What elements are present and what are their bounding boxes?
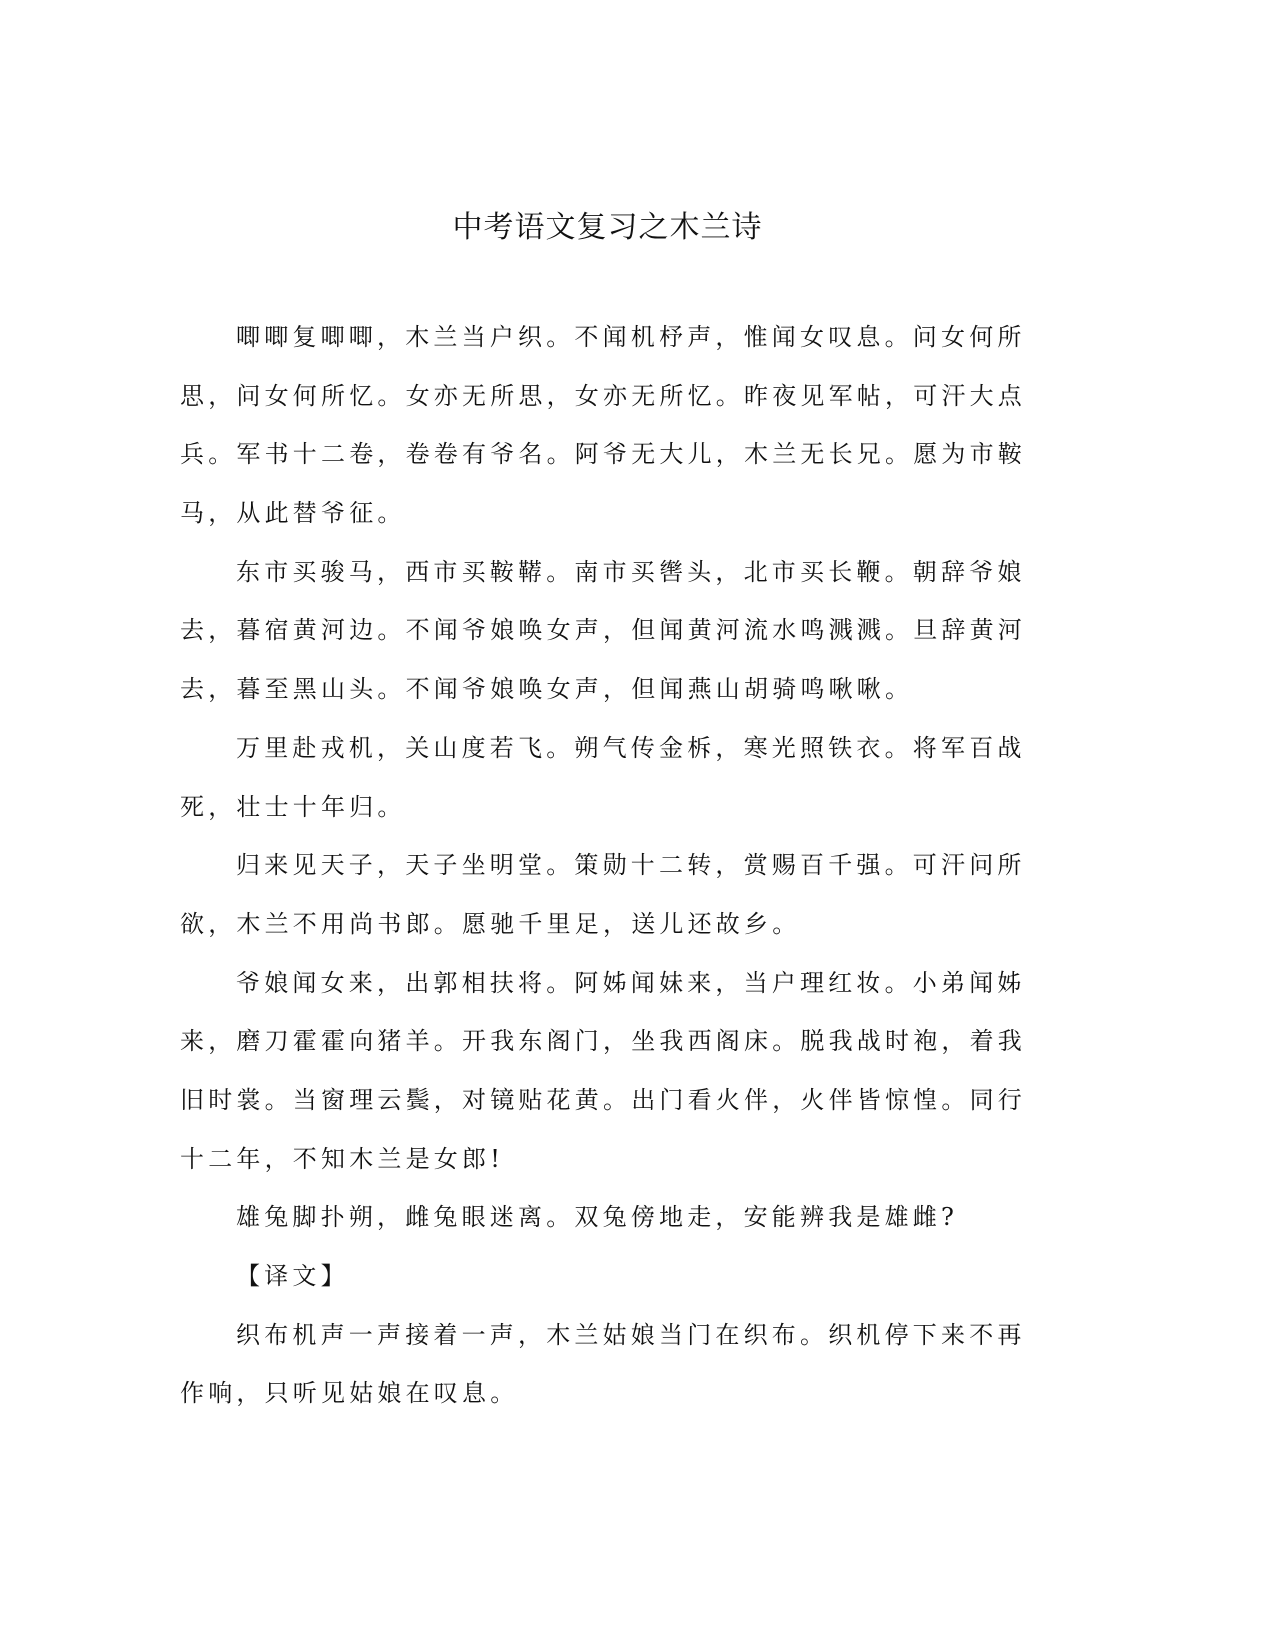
text-line: 死，壮士十年归。 xyxy=(180,792,406,821)
text-line: 万里赴戎机，关山度若飞。朔气传金柝，寒光照铁衣。将军百战 xyxy=(236,733,1026,762)
document-title: 中考语文复习之木兰诗 xyxy=(452,210,763,245)
text-line: 十二年，不知木兰是女郎! xyxy=(180,1144,505,1173)
text-line: 欲，木兰不用尚书郎。愿驰千里足，送儿还故乡。 xyxy=(180,909,801,938)
paragraph xyxy=(180,1316,1040,1433)
paragraph xyxy=(180,964,1040,1199)
paragraph xyxy=(180,729,1040,846)
text-line: 去，暮至黑山头。不闻爷娘唤女声，但闻燕山胡骑鸣啾啾。 xyxy=(180,675,914,704)
paragraph xyxy=(180,1198,1040,1257)
text-line: 马，从此替爷征。 xyxy=(180,499,406,528)
text-line: 唧唧复唧唧，木兰当户织。不闻机杼声，惟闻女叹息。问女何所 xyxy=(236,323,1026,351)
text-line: 归来见天子，天子坐明堂。策勋十二转，赏赐百千强。可汗问所 xyxy=(236,851,1026,880)
paragraph xyxy=(180,846,1040,963)
paragraph xyxy=(180,1257,1040,1316)
text-line: 旧时裳。当窗理云鬓，对镜贴花黄。出门看火伴，火伴皆惊惶。同行 xyxy=(180,1085,1026,1114)
text-line: 东市买骏马，西市买鞍鞯。南市买辔头，北市买长鞭。朝辞爷娘 xyxy=(236,557,1026,586)
paragraph xyxy=(180,553,1040,729)
text-line: 兵。军书十二卷，卷卷有爷名。阿爷无大儿，木兰无长兄。愿为市鞍 xyxy=(180,440,1026,469)
text-line: 思，问女何所忆。女亦无所思，女亦无所忆。昨夜见军帖，可汗大点 xyxy=(180,381,1026,410)
text-line: 爷娘闻女来，出郭相扶将。阿姊闻妹来，当户理红妆。小弟闻姊 xyxy=(236,968,1026,997)
document-body xyxy=(180,318,1040,1433)
text-line: 去，暮宿黄河边。不闻爷娘唤女声，但闻黄河流水鸣溅溅。旦辞黄河 xyxy=(180,616,1026,645)
text-line: 来，磨刀霍霍向猪羊。开我东阁门，坐我西阁床。脱我战时袍，着我 xyxy=(180,1027,1026,1056)
text-line: 【译文】 xyxy=(236,1262,349,1290)
paragraph xyxy=(180,318,1040,553)
text-line: 雄兔脚扑朔，雌兔眼迷离。双兔傍地走，安能辨我是雄雌? xyxy=(236,1203,959,1232)
text-line: 作响，只听见姑娘在叹息。 xyxy=(180,1379,519,1408)
text-line: 织布机声一声接着一声，木兰姑娘当门在织布。织机停下来不再 xyxy=(236,1320,1026,1349)
